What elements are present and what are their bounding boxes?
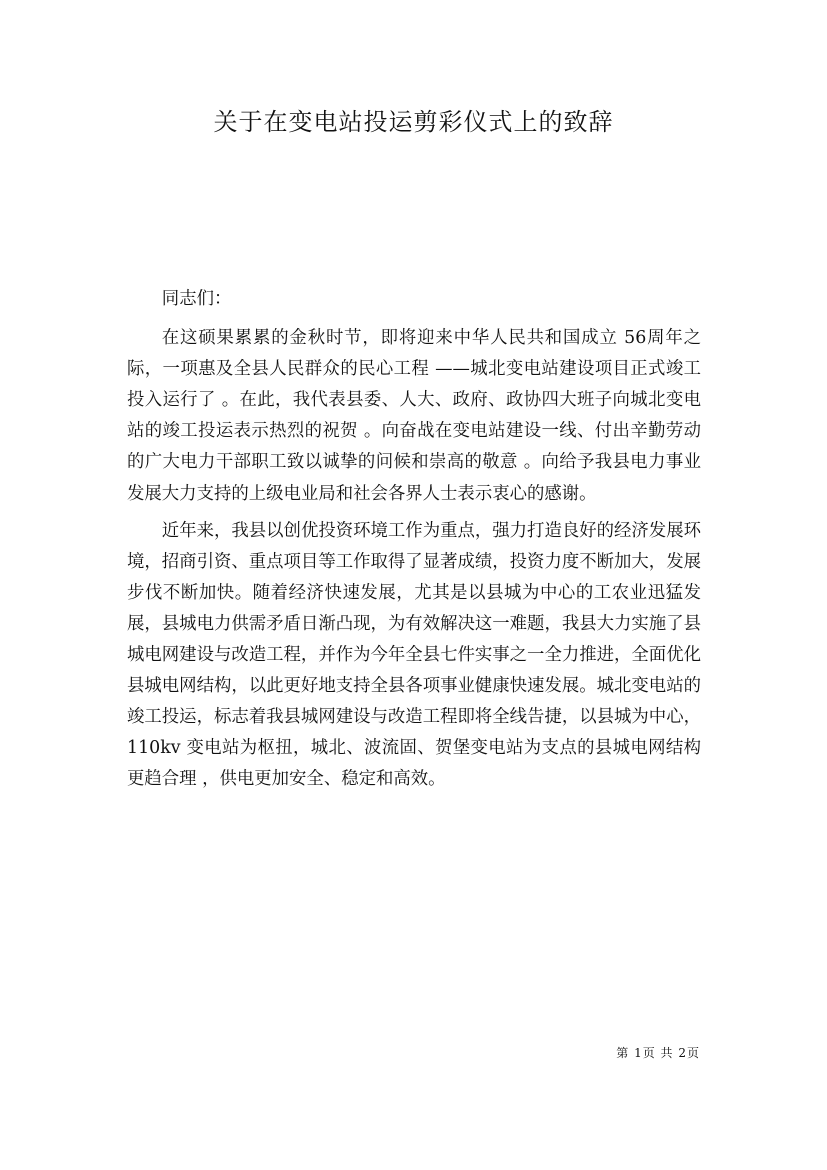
paragraph-1: 在这硕果累累的金秋时节，即将迎来中华人民共和国成立 56周年之际，一项惠及全县人民群众的民心工程 ——城北变电站建设项目正式竣工投入运行了 。在此，我代表县委、人大、政府、政协四大班子向城北变电站的竣工投运表示热烈的祝贺 。向奋战在变电站建设一线、付出辛勤劳动的广大电力干部职工致以诚挚的问候和崇高的敬意 。向给予我县电力事业发展大力支持的上级电业局和社会各界人士表示衷心的感谢。 [127, 328, 701, 504]
document-body [127, 284, 701, 802]
paragraph-2: 近年来，我县以创优投资环境工作为重点，强力打造良好的经济发展环境，招商引资、重点项目等工作取得了显著成绩，投资力度不断加大，发展步伐不断加快。随着经济快速发展，尤其是以县城为中心的工农业迅猛发展，县城电力供需矛盾日渐凸现，为有效解决这一难题，我县大力实施了县城电网建设与改造工程，并作为今年全县七件实事之一全力推进，全面优化县城电网结构，以此更好地支持全县各项事业健康快速发展。城北变电站的竣工投运，标志着我县城网建设与改造工程即将全线告捷，以县城为中心，110kv 变电站为枢扭，城北、波流固、贺堡变电站为支点的县城电网结构更趋合理 ，供电更加安全、稳定和高效。 [127, 520, 701, 790]
page-number-footer: 第 1页 共 2页 [616, 1046, 700, 1060]
salutation: 同志们： [161, 289, 232, 309]
document-title: 关于在变电站投运剪彩仪式上的致辞 [213, 108, 614, 136]
